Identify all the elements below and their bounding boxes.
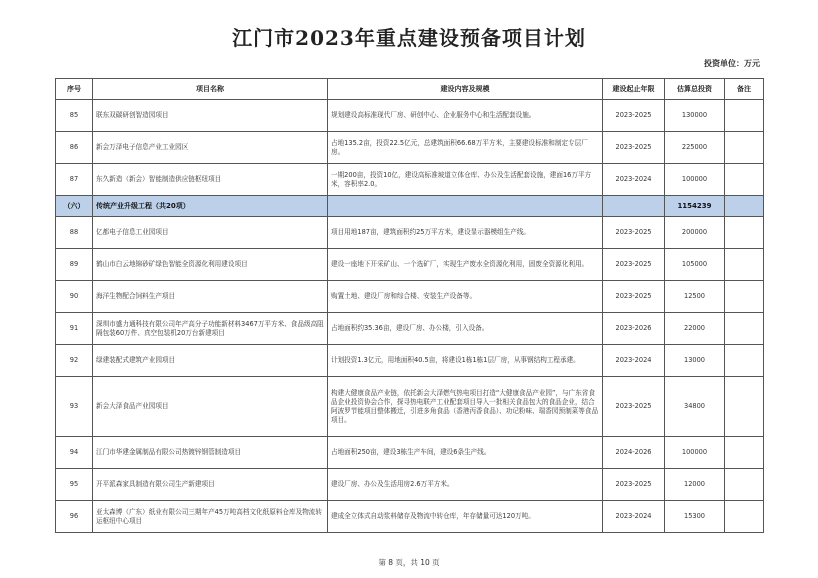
cell-content: 项目用地187亩，建筑面积约25万平方米，建设显示器模组生产线。: [328, 217, 603, 249]
cell-no: 96: [56, 501, 93, 533]
cell-name: 东久新造（新会）智能制造供应链枢纽项目: [93, 164, 328, 196]
cell-no: 94: [56, 437, 93, 469]
table-row: [56, 100, 764, 132]
cell-name: 开平派森家具制造有限公司生产新建项目: [93, 469, 328, 501]
cell-invest: 100000: [665, 437, 725, 469]
cell-content: 构建大健康食品产业链，依托新会大泽燃气热电项目打造“大健康食品产业园”，与广东省食品企业投资协会合作，探寻热电联产工业配套项目导入一批相关食品包大的食品企业，结合阿波罗节能项目整体搬迁，引进多角食品（香港丙香食品）、功记粉味、瑞香园预制菜等食品项目。: [328, 377, 603, 437]
cell-remark: [725, 469, 764, 501]
cell-remark: [725, 249, 764, 281]
cell-invest: 200000: [665, 217, 725, 249]
header-period: 建设起止年限: [603, 79, 665, 100]
cell-period: 2024-2026: [603, 437, 665, 469]
table-row: [56, 281, 764, 313]
cell-invest: 13000: [665, 345, 725, 377]
unit-label: 投资单位：万元: [704, 59, 760, 68]
cell-content: 购置土地、建设厂房和综合楼、安装生产设备等。: [328, 281, 603, 313]
table-row: [56, 249, 764, 281]
cell-remark: [725, 345, 764, 377]
cell-remark: [725, 501, 764, 533]
cell-period: 2023-2025: [603, 217, 665, 249]
table-row: [56, 132, 764, 164]
cell-period: 2023-2025: [603, 281, 665, 313]
category-no: （六）: [56, 196, 93, 217]
category-content: [328, 196, 603, 217]
cell-name: 江门市华建金属制品有限公司热镀锌钢管制造项目: [93, 437, 328, 469]
header-name: 项目名称: [93, 79, 328, 100]
cell-remark: [725, 281, 764, 313]
cell-invest: 34800: [665, 377, 725, 437]
category-remark: [725, 196, 764, 217]
header-no: 序号: [56, 79, 93, 100]
cell-no: 93: [56, 377, 93, 437]
cell-period: 2023-2025: [603, 377, 665, 437]
category-row: [56, 196, 764, 217]
table-row: [56, 469, 764, 501]
cell-invest: 12000: [665, 469, 725, 501]
cell-remark: [725, 377, 764, 437]
cell-period: 2023-2024: [603, 164, 665, 196]
header-content: 建设内容及规模: [328, 79, 603, 100]
cell-content: 建设一座地下开采矿山、一个选矿厂，实现生产废水全资源化利用，固废全资源化利用。: [328, 249, 603, 281]
cell-invest: 105000: [665, 249, 725, 281]
category-name: 传统产业升级工程（共20项）: [93, 196, 328, 217]
table-row: [56, 217, 764, 249]
cell-remark: [725, 437, 764, 469]
cell-invest: 12500: [665, 281, 725, 313]
cell-remark: [725, 132, 764, 164]
cell-period: 2023-2025: [603, 249, 665, 281]
cell-name: 联东双碳研创智造园项目: [93, 100, 328, 132]
header-remark: 备注: [725, 79, 764, 100]
cell-content: 建设厂房、办公及生活用房2.6万平方米。: [328, 469, 603, 501]
cell-remark: [725, 313, 764, 345]
table-row: [56, 501, 764, 533]
cell-no: 92: [56, 345, 93, 377]
page-footer: 第 8 页，共 10 页: [378, 558, 440, 567]
cell-name: 鹤山市白云地锦砂矿绿色智能全资源化利用建设项目: [93, 249, 328, 281]
cell-content: 一期200亩，投资10亿，建设高标准坡道立体仓库、办公及生活配套设施，建面16万平方米，容积率2.0。: [328, 164, 603, 196]
category-invest: 1154239: [665, 196, 725, 217]
cell-no: 95: [56, 469, 93, 501]
cell-content: 占地135.2亩，投资22.5亿元，总建筑面积66.68万平方米，主要建设标准和制定专层厂房。: [328, 132, 603, 164]
cell-content: 规划建设高标准现代厂房、研创中心、企业服务中心和生活配套设施。: [328, 100, 603, 132]
cell-no: 91: [56, 313, 93, 345]
cell-name: 亿都电子信息工业园项目: [93, 217, 328, 249]
project-table: [55, 78, 764, 533]
cell-period: 2023-2025: [603, 100, 665, 132]
cell-remark: [725, 217, 764, 249]
cell-invest: 100000: [665, 164, 725, 196]
page-title: 江门市2023年重点建设预备项目计划: [232, 26, 586, 50]
cell-invest: 225000: [665, 132, 725, 164]
cell-name: 亚太森博（广东）纸业有限公司三期年产45万吨高档文化纸原料仓库及物流转运枢纽中心项目: [93, 501, 328, 533]
cell-no: 85: [56, 100, 93, 132]
cell-remark: [725, 164, 764, 196]
table-row: [56, 313, 764, 345]
table-row: [56, 164, 764, 196]
cell-no: 86: [56, 132, 93, 164]
table-header-row: [56, 79, 764, 100]
cell-period: 2023-2025: [603, 469, 665, 501]
cell-period: 2023-2025: [603, 132, 665, 164]
cell-content: 计划投资1.3亿元，用地面积40.5亩，将建设1栋1栋1层厂房，从事钢结构工程承建。: [328, 345, 603, 377]
header-invest: 估算总投资: [665, 79, 725, 100]
cell-invest: 15300: [665, 501, 725, 533]
cell-name: 绿建装配式建筑产业园项目: [93, 345, 328, 377]
table-row: [56, 437, 764, 469]
cell-content: 建成全立体式自动浆料储存及物流中转仓库，年存储量可达120万吨。: [328, 501, 603, 533]
cell-content: 占地面积约35.36亩，建设厂房、办公楼，引入设备。: [328, 313, 603, 345]
cell-period: 2023-2026: [603, 313, 665, 345]
cell-no: 90: [56, 281, 93, 313]
cell-name: 新会大泽食品产业园项目: [93, 377, 328, 437]
table-row: [56, 377, 764, 437]
cell-remark: [725, 100, 764, 132]
cell-period: 2023-2024: [603, 501, 665, 533]
cell-invest: 130000: [665, 100, 725, 132]
cell-invest: 22000: [665, 313, 725, 345]
category-period: [603, 196, 665, 217]
cell-period: 2023-2024: [603, 345, 665, 377]
cell-name: 深圳市盛力通科技有限公司年产高分子功能新材料3467万平方米、食品级高阻隔包装60万件、真空包装机20万台新建项目: [93, 313, 328, 345]
cell-name: 海洋生物配合饲料生产项目: [93, 281, 328, 313]
cell-content: 占地面积250亩，建设3栋生产车间，建设6条生产线。: [328, 437, 603, 469]
cell-no: 88: [56, 217, 93, 249]
cell-no: 87: [56, 164, 93, 196]
cell-no: 89: [56, 249, 93, 281]
cell-name: 新会万泽电子信息产业工业园区: [93, 132, 328, 164]
table-row: [56, 345, 764, 377]
